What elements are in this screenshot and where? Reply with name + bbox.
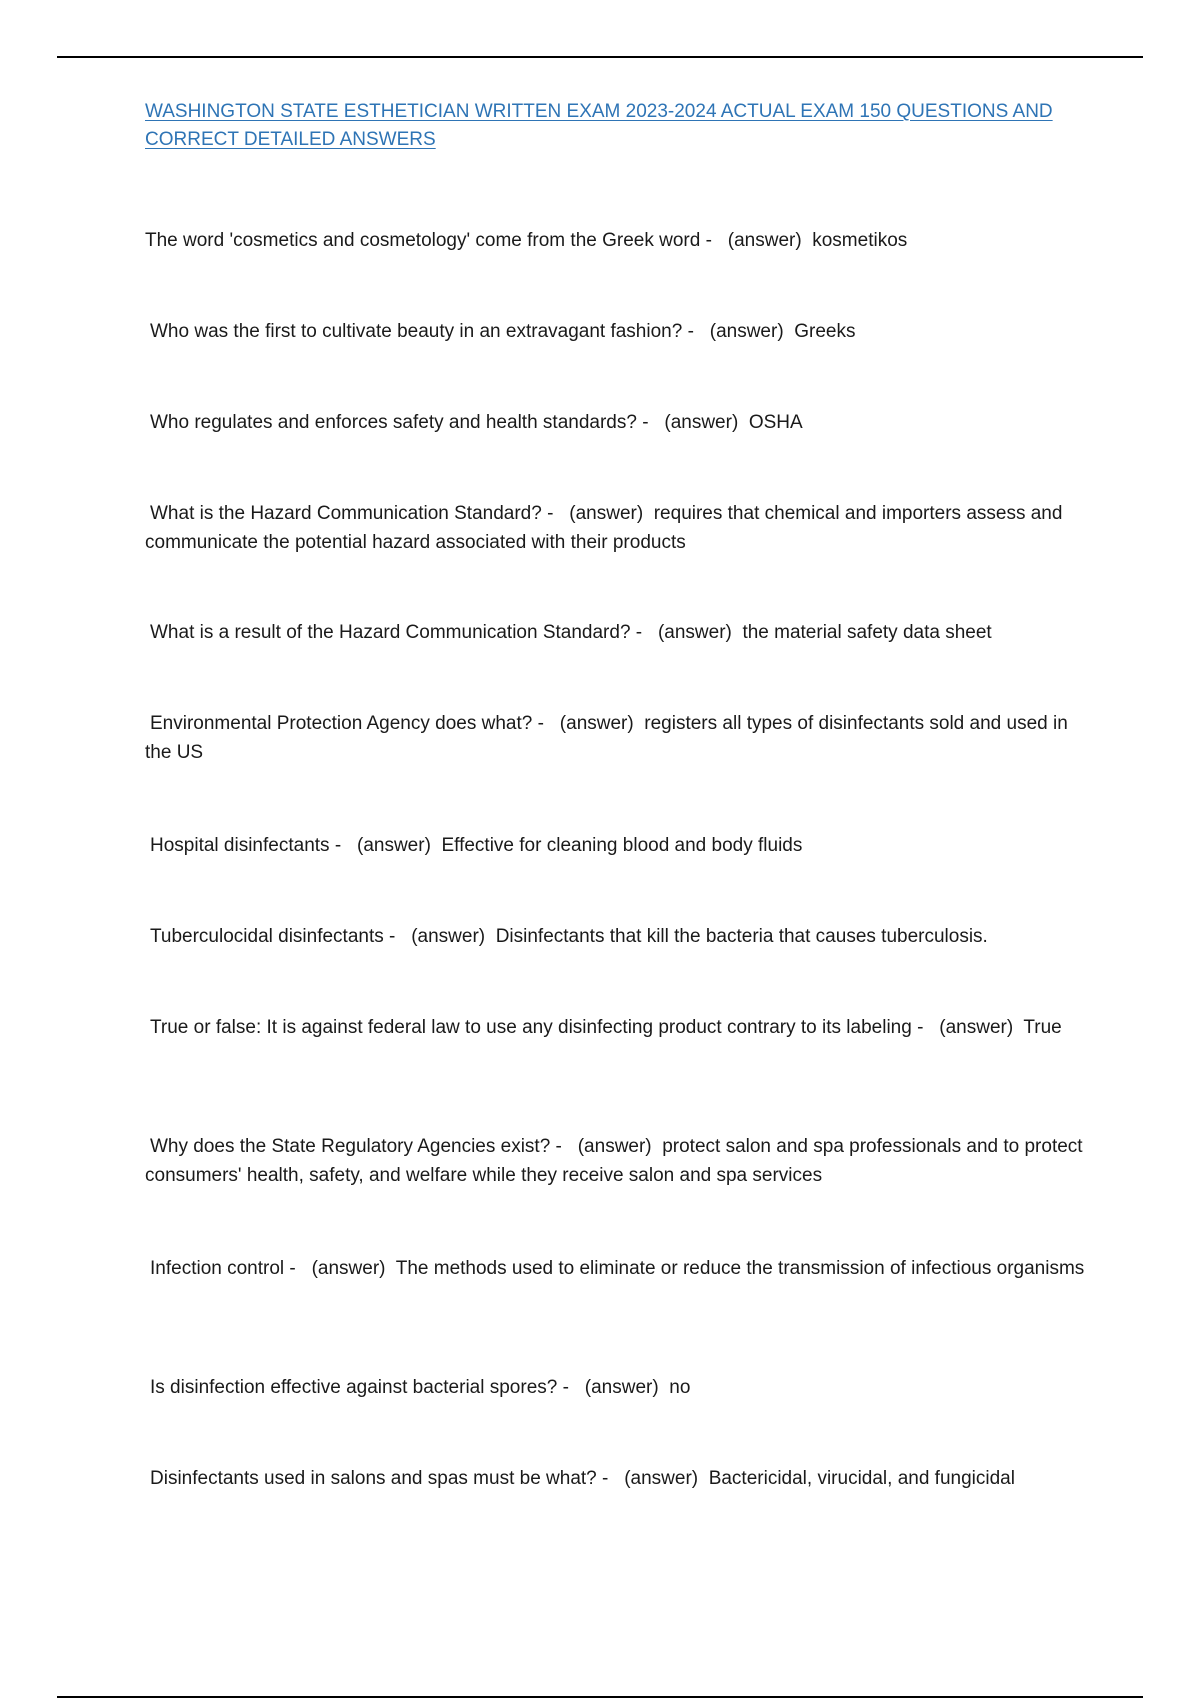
question-text: Environmental Protection Agency does what? (150, 713, 533, 734)
question-text: Hospital disinfectants (150, 835, 330, 856)
answer-text: the material safety data sheet (742, 622, 992, 643)
separator: - (596, 1468, 625, 1489)
qa-item (145, 1464, 1085, 1493)
separator (738, 412, 749, 433)
separator: - (700, 230, 728, 251)
separator (634, 713, 645, 734)
separator: - (636, 412, 665, 433)
answer-label: (answer) (657, 622, 732, 643)
qa-item (145, 1373, 1085, 1402)
answer-label: (answer) (664, 412, 739, 433)
question-text: True or false: It is against federal law to use any disinfecting product contrary to its labeling (150, 1017, 912, 1038)
answer-text: no (669, 1377, 691, 1398)
qa-item (145, 618, 1085, 647)
separator (732, 622, 743, 643)
separator: - (682, 321, 710, 342)
answer-text: True (1023, 1017, 1062, 1038)
answer-label: (answer) (311, 1258, 386, 1279)
answer-label: (answer) (624, 1468, 699, 1489)
question-text: Tuberculocidal disinfectants (150, 926, 384, 947)
question-text: What is a result of the Hazard Communication Standard? (150, 622, 631, 643)
qa-item (145, 408, 1085, 437)
separator: - (911, 1017, 940, 1038)
qa-item (145, 226, 1085, 255)
separator (485, 926, 496, 947)
answer-label: (answer) (727, 230, 802, 251)
separator: - (557, 1377, 585, 1398)
separator: - (329, 835, 357, 856)
separator: - (383, 926, 412, 947)
qa-item (145, 709, 1085, 767)
answer-text: Effective for cleaning blood and body fluids (441, 835, 803, 856)
separator (659, 1377, 670, 1398)
question-text: Who regulates and enforces safety and health standards? (150, 412, 637, 433)
separator: - (630, 622, 658, 643)
answer-text: OSHA (748, 412, 803, 433)
qa-item (145, 1013, 1085, 1042)
qa-item (145, 831, 1085, 860)
question-text: Infection control (150, 1258, 285, 1279)
qa-item (145, 499, 1085, 557)
separator (1013, 1017, 1023, 1038)
qa-item (145, 1132, 1085, 1190)
separator (431, 835, 442, 856)
separator (652, 1136, 663, 1157)
question-text: Is disinfection effective against bacterial spores? (150, 1377, 558, 1398)
separator (386, 1258, 396, 1279)
document-content (145, 98, 1085, 1489)
document-title-link[interactable]: WASHINGTON STATE ESTHETICIAN WRITTEN EXAM 2023-2024 ACTUAL EXAM 150 QUESTIONS AND CORRECT DETAILED ANSWERS (145, 101, 1053, 150)
separator: - (532, 713, 560, 734)
footer-rule (57, 1696, 1143, 1698)
answer-text: protect salon and spa professionals and to protect consumers' health, safety, and welfare while they receive salon and spa services (145, 1136, 1083, 1186)
separator: - (550, 1136, 578, 1157)
question-text: Why does the State Regulatory Agencies exist? (150, 1136, 551, 1157)
separator: - (284, 1258, 312, 1279)
answer-label: (answer) (584, 1377, 659, 1398)
answer-label: (answer) (411, 926, 486, 947)
answer-text: registers all types of disinfectants sold and used in the US (145, 713, 1068, 763)
header-rule (57, 56, 1143, 58)
answer-label: (answer) (357, 835, 431, 856)
qa-item (145, 922, 1085, 951)
question-text: Disinfectants used in salons and spas must be what? (150, 1468, 597, 1489)
question-text: What is the Hazard Communication Standard? (150, 503, 542, 524)
separator (643, 503, 654, 524)
answer-label: (answer) (577, 1136, 652, 1157)
answer-text: Bactericidal, virucidal, and fungicidal (708, 1468, 1015, 1489)
question-text: The word 'cosmetics and cosmetology' come from the Greek word (145, 230, 701, 251)
answer-label: (answer) (939, 1017, 1014, 1038)
separator (802, 230, 813, 251)
qa-item (145, 317, 1085, 346)
separator: - (541, 503, 570, 524)
answer-text: Disinfectants that kill the bacteria that causes tuberculosis. (495, 926, 988, 947)
separator (698, 1468, 709, 1489)
answer-label: (answer) (569, 503, 644, 524)
answer-text: The methods used to eliminate or reduce the transmission of infectious organisms (395, 1258, 1085, 1279)
answer-label: (answer) (559, 713, 634, 734)
question-text: Who was the first to cultivate beauty in an extravagant fashion? (150, 321, 683, 342)
answer-text: kosmetikos (812, 230, 908, 251)
answer-label: (answer) (709, 321, 784, 342)
answer-text: requires that chemical and importers assess and communicate the potential hazard associated with their products (145, 503, 1063, 553)
qa-item (145, 1254, 1085, 1283)
separator (784, 321, 795, 342)
answer-text: Greeks (794, 321, 856, 342)
